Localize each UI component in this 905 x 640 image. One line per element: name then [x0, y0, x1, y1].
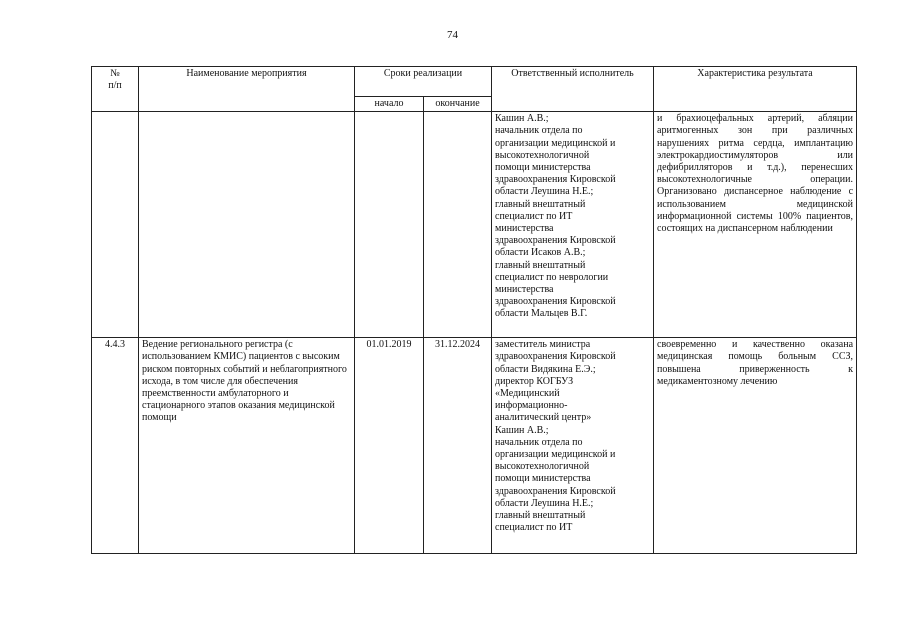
col-header-end: окончание [424, 97, 492, 112]
col-header-result: Характеристика результата [654, 67, 857, 112]
row-start: 01.01.2019 [355, 338, 424, 554]
row-responsible: Кашин А.В.; начальник отдела по организации медицинской и высокотехнологичной помощи министерства здравоохранения Кировской области Леушина Н.Е.; главный внештатный специалист по ИТ министерства здравоохранения Кировской области Исаков А.В.; главный внештатный специалист по неврологии министерства здравоохранения Кировской области Мальцев В.Г. [492, 112, 654, 338]
row-end: 31.12.2024 [424, 338, 492, 554]
page-number: 74 [447, 29, 458, 41]
row-num: 4.4.3 [92, 338, 139, 554]
row-end [424, 112, 492, 338]
col-header-start: начало [355, 97, 424, 112]
col-header-terms: Сроки реализации [355, 67, 492, 97]
row-name: Ведение регионального регистра (с использованием КМИС) пациентов с высоким риском повторных событий и неблагоприятного исхода, в том числе для обеспечения преемственности амбулаторного и стационарного этапов оказания медицинской помощи [139, 338, 355, 554]
table-row [92, 338, 857, 554]
col-header-name: Наименование мероприятия [139, 67, 355, 112]
col-header-responsible: Ответственный исполнитель [492, 67, 654, 112]
row-num [92, 112, 139, 338]
table-row [92, 112, 857, 338]
row-responsible: заместитель министра здравоохранения Кировской области Видякина Е.Э.; директор КОГБУЗ «Медицинский информационно- аналитический центр» Кашин А.В.; начальник отдела по организации медицинской и высокотехнологичной помощи министерства здравоохранения Кировской области Леушина Н.Е.; главный внештатный специалист по ИТ [492, 338, 654, 554]
row-name [139, 112, 355, 338]
row-result: своевременно и качественно оказана медицинская помощь больным ССЗ, повышена приверженность к медикаментозному лечению [654, 338, 857, 554]
row-start [355, 112, 424, 338]
measures-table [91, 66, 857, 554]
row-result: и брахиоцефальных артерий, абляции аритмогенных зон при различных нарушениях ритма сердца, имплантацию электрокардиостимуляторов или дефибрилляторов и т.д.), перенесших высокотехнологичные операции. Организовано диспансерное наблюдение с использованием медицинской информационной системы 100% пациентов, состоящих на диспансерном наблюдении [654, 112, 857, 338]
col-header-num: № п/п [92, 67, 139, 112]
header-row [92, 67, 857, 97]
